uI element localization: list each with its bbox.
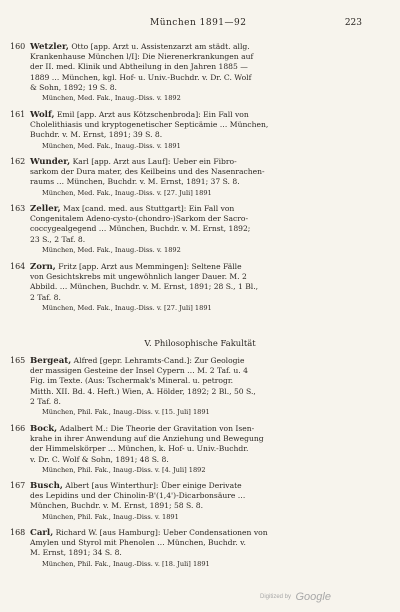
- section-heading: V. Philosophische Fakultät: [144, 338, 256, 348]
- entry-faculty: München, Med. Fak., Inaug.-Diss. v. 1892: [42, 94, 181, 103]
- entry-number: 168: [10, 528, 26, 537]
- entry-number: 167: [10, 481, 26, 490]
- entry-author: Bock,: [30, 424, 58, 434]
- watermark-prefix: Digitized by: [260, 593, 292, 600]
- entry-faculty: München, Med. Fak., Inaug.-Diss. v. 1892: [42, 245, 181, 254]
- entry-number: 162: [10, 157, 26, 166]
- entry-faculty: München, Med. Fak., Inaug.-Diss. v. [27. Juli] 1891: [42, 188, 212, 197]
- google-logo: Google: [295, 590, 331, 603]
- entry-faculty: München, Phil. Fak., Inaug.-Diss. v. [15. Juli] 1891: [42, 408, 210, 417]
- entry-author: Wolf,: [30, 110, 55, 120]
- running-header: [0, 18, 400, 32]
- entry-author: Zeller,: [30, 204, 61, 214]
- entry-number: 160: [10, 42, 26, 51]
- entry-faculty: München, Phil. Fak., Inaug.-Diss. v. [4. Juli] 1892: [42, 465, 206, 474]
- entry-faculty: München, Med. Fak., Inaug.-Diss. v. 1891: [42, 141, 181, 150]
- document-page: München 1891—92 223 160 Wetzler, Otto [app. Arzt u. Assistenzarzt am städt. allg. Krankenhause München l/I]: Die Nierenerkrankungen auf der II. med. Klinik und Abtheilung in den Jahren 1885 — 1889 … München, kgl. Hof- u. Univ.-Buchdr. v. Dr. C. Wolf & Sohn, 1892; 19 S. 8. München, Med. Fak., Inaug.-Diss. v. 1892 161 Wolf, Emil [app. Arzt aus Kötzschenbroda]: Ein Fall von Cholelithiasis und kryptogenetischer Septicämie … München, Buchdr. v. M. Ernst, 1891; 39 S. 8. München, Med. Fak., Inaug.-Diss. v. 1891 162 Wunder, Karl [app. Arzt aus Lauf]: Ueber ein Fibro- sarkom der Dura mater, des Keilbeins und des Nasenrachen- raums … München, Buchdr. v. M. Ernst, 1891; 37 S. 8. München, Med. Fak., Inaug.-Diss. v. [27. Juli] 1891 163 Zeller, Max [cand. med. aus Stuttgart]: Ein Fall von Congenitalem Adeno-cysto-(chondro-)Sarkom der Sacro- coccygealgegend … München, Buchdr. v. M. Ernst, 1892; 23 S., 2 Taf. 8. München, Med. Fak., Inaug.-Diss. v. 1892 164 Zorn, Fritz [app. Arzt aus Memmingen]: Seltene Fälle von Gesichtskrebs mit ungewöhnlich langer Dauer. M. 2 Abbild. … München, Buchdr. v. M. Ernst, 1891; 28 S., 1 Bl., 2 Taf. 8. München, Med. Fak., Inaug.-Diss. v. [27. Juli] 1891 V. Philosophische Fakultät 165 Bergeat, Alfred [gepr. Lehramts-Cand.]: Zur Geologie der massigen Gesteine der Insel Cypern … M. 2 Taf. u. 4 Fig. im Texte. (Aus: Tschermak's Mineral. u. petrogr. Mitth. XII. Bd. 4. Heft.) Wien, A. Hölder, 1892; 2 Bl., 50 S., 2 Taf. 8. München, Phil. Fak., Inaug.-Diss. v. [15. Juli] 1891 166 Bock, Adalbert M.: Die Theorie der Gravitation von Isen- krahe in ihrer Anwendung auf die Anziehung und Bewegung der Himmelskörper … München, k. Hof- u. Univ.-Buchdr. v. Dr. C. Wolf & Sohn, 1891; 48 S. 8. München, Phil. Fak., Inaug.-Diss. v. [4. Juli] 1892 167 Busch, Albert [aus Winterthur]: Über einige Derivate des Lepidins und der Chinolin-B'(1,4')-Dicarbonsäure … München, Buchdr. v. M. Ernst, 1891; 58 S. 8. München, Phil. Fak., Inaug.-Diss. v. 1891 168 Carl, Richard W. [aus Hamburg]: Ueber Condensationen von Amylen und Styrol mit Phenolen … München, Buchdr. v. M. Ernst, 1891; 34 S. 8. München, Phil. Fak., Inaug.-Diss. v. [18. Juli] 1891 Digitized by Google: [0, 0, 400, 612]
- entry-faculty: München, Med. Fak., Inaug.-Diss. v. [27. Juli] 1891: [42, 303, 212, 312]
- digitized-watermark: [260, 588, 331, 606]
- page-number: 223: [344, 18, 362, 28]
- entry-author: Zorn,: [30, 262, 56, 272]
- entry-number: 163: [10, 204, 26, 213]
- header-title: München 1891—92: [150, 18, 247, 28]
- entry-author: Bergeat,: [30, 356, 72, 366]
- entry-number: 166: [10, 424, 26, 433]
- entry-number: 165: [10, 356, 26, 365]
- entry-author: Carl,: [30, 528, 54, 538]
- entry-faculty: München, Phil. Fak., Inaug.-Diss. v. 1891: [42, 512, 179, 521]
- entry-number: 161: [10, 110, 26, 119]
- entry-author: Busch,: [30, 481, 63, 491]
- entry-faculty: München, Phil. Fak., Inaug.-Diss. v. [18. Juli] 1891: [42, 559, 210, 568]
- entry-author: Wetzler,: [30, 42, 69, 52]
- entry-number: 164: [10, 262, 26, 271]
- entry-author: Wunder,: [30, 157, 71, 167]
